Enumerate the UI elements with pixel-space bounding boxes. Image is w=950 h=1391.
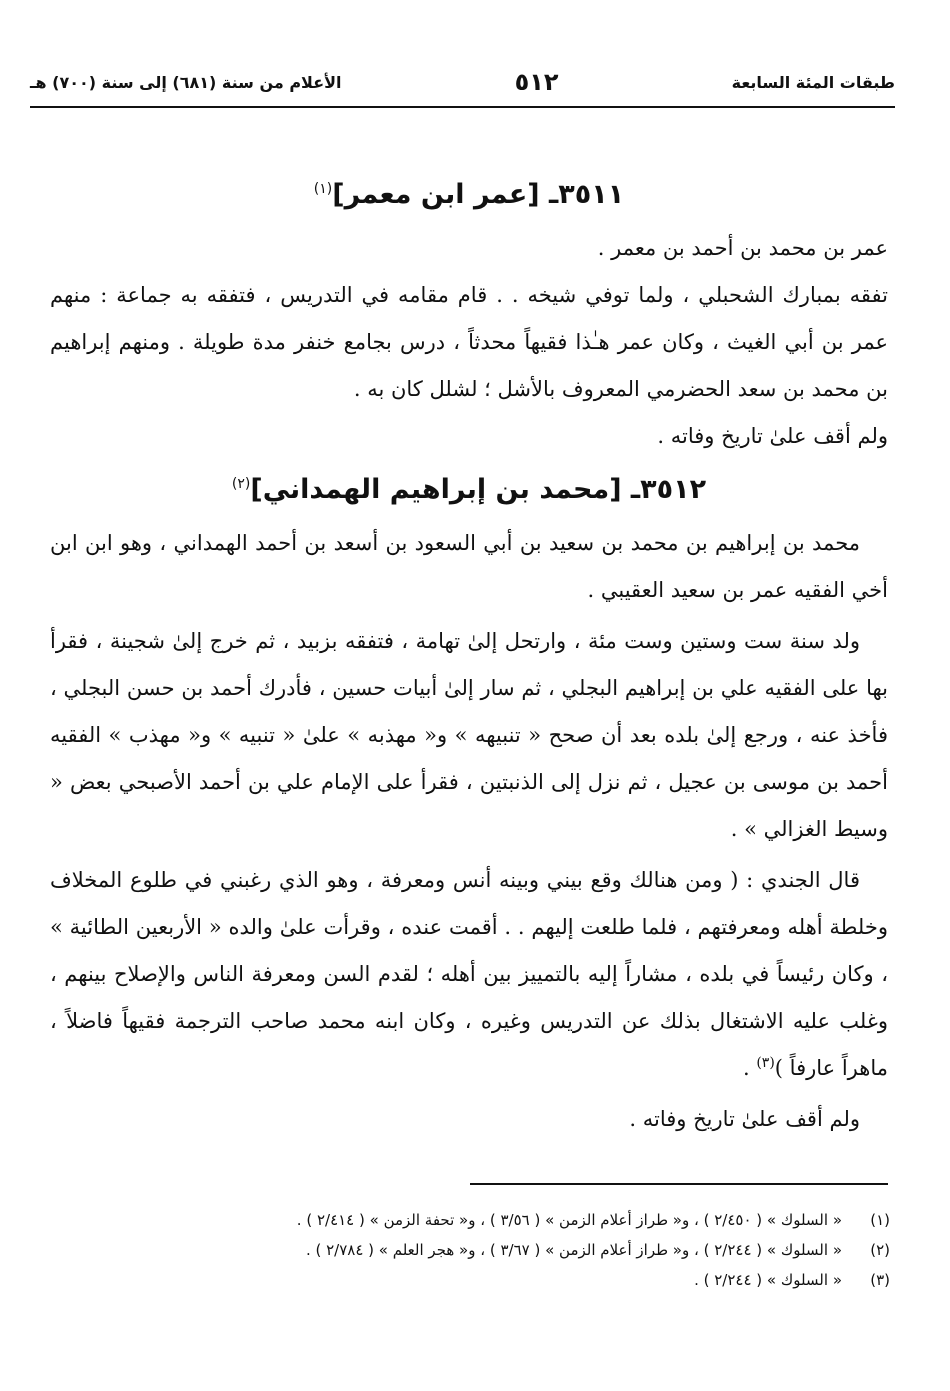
quoted-passage: قال الجندي : ( ومن هنالك وقع بيني وبينه أنس ومعرفة ، وهو الذي رغبني في طلوع المخلاف وخلطة أهله ومعرفتهم ، فلما طلعت إليهم . . أقمت عنده ، وقرأت علىٰ والده « الأربعين الطائية » ، وكان رئيساً في بلده ، مشاراً إليه بالتمييز بين أهله ؛ لقدم السن ومعرفة الناس والإصلاح بينهم ، وغلب عليه الاشتغال بذلك عن التدريس وغيره ، وكان ابنه محمد صاحب الترجمة فقيهاً فاضلاً ، ماهراً عارفاً )	[50, 868, 888, 1080]
page-number: ٥١٢	[514, 68, 559, 96]
footnotes	[50, 1205, 890, 1295]
footnote-item	[50, 1265, 890, 1295]
footnote-text: « السلوك » ( ٢/٢٤٤ ) ، و« طراز أعلام الزمن » ( ٣/٦٧ ) ، و« هجر العلم » ( ٢/٧٨٤ ) .	[305, 1241, 842, 1259]
entry-title: ٣٥١١ـ [عمر ابن معمر]	[332, 179, 625, 210]
header-section-title: طبقات المئة السابعة	[731, 72, 895, 92]
footnote-divider	[470, 1183, 888, 1185]
entry-heading-3511	[50, 165, 888, 225]
footnote-number: (٣)	[870, 1271, 890, 1289]
entry-heading-3512	[50, 460, 888, 520]
footnote-number: (١)	[870, 1211, 890, 1229]
footnote-ref: (١)	[313, 181, 333, 197]
entry-paragraph: ولد سنة ست وستين وست مئة ، وارتحل إلىٰ تهامة ، فتفقه بزبيد ، ثم خرج إلىٰ شجينة ، فقرأ بها على الفقيه علي بن إبراهيم البجلي ، ثم سار إلىٰ أبيات حسين ، فأدرك أحمد بن حسن البجلي ، فأخذ عنه ، ورجع إلىٰ بلده بعد أن صحح « تنبيهه » و« مهذبه » علىٰ « تنبيه » و« مهذب » الفقيه أحمد بن موسى بن عجيل ، ثم نزل إلى الذنبتين ، فقرأ على الإمام علي بن أحمد الأصبحي بعض « وسيط الغزالي » .	[50, 629, 888, 841]
footnote-text: « السلوك » ( ٢/٤٥٠ ) ، و« طراز أعلام الزمن » ( ٣/٥٦ ) ، و« تحفة الزمن » ( ٢/٤١٤ ) .	[296, 1211, 842, 1229]
header-divider	[30, 106, 895, 108]
entry-paragraph: ولم أقف علىٰ تاريخ وفاته .	[629, 1107, 860, 1131]
entry-paragraph: قال الجندي : ( ومن هنالك وقع بيني وبينه أنس ومعرفة ، وهو الذي رغبني في طلوع المخلاف وخلطة أهله ومعرفتهم ، فلما طلعت إليهم . . أقمت عنده ، وقرأت علىٰ والده « الأربعين الطائية » ، وكان رئيساً في بلده ، مشاراً إليه بالتمييز بين أهله ؛ لقدم السن ومعرفة الناس والإصلاح بينهم ، وغلب عليه الاشتغال بذلك عن التدريس وغيره ، وكان ابنه محمد صاحب الترجمة فقيهاً فاضلاً ، ماهراً عارفاً )$^{(٣)}$ .	[50, 868, 888, 1080]
footnote-ref: (٣)	[756, 1055, 775, 1071]
entry-paragraph: عمر بن محمد بن أحمد بن معمر .	[597, 236, 888, 260]
header-year-range: الأعلام من سنة (٦٨١) إلى سنة (٧٠٠) هـ	[30, 72, 342, 92]
footnote-item	[50, 1205, 890, 1235]
footnote-item	[50, 1235, 890, 1265]
running-header	[30, 62, 895, 102]
entry-paragraph: ولم أقف علىٰ تاريخ وفاته .	[657, 424, 888, 448]
entry-title: ٣٥١٢ـ [محمد بن إبراهيم الهمداني]	[250, 474, 707, 505]
entry-paragraph: محمد بن إبراهيم بن محمد بن سعيد بن أبي السعود بن أسعد بن أحمد الهمداني ، وهو ابن ابن أخي الفقيه عمر بن سعيد العقيبي .	[50, 531, 888, 602]
entry-paragraph: تفقه بمبارك الشحبلي ، ولما توفي شيخه . . قام مقامه في التدريس ، فتفقه به جماعة : منهم عمر بن أبي الغيث ، وكان عمر هـٰذا فقيهاً محدثاً ، درس بجامع خنفر مدة طويلة . ومنهم إبراهيم بن محمد بن سعد الحضرمي المعروف بالأشل ؛ لشلل كان به .	[50, 283, 888, 401]
footnote-ref: (٢)	[231, 476, 251, 492]
page-body	[50, 165, 888, 1143]
footnote-text: « السلوك » ( ٢/٢٤٤ ) .	[694, 1271, 842, 1289]
footnote-number: (٢)	[870, 1241, 890, 1259]
